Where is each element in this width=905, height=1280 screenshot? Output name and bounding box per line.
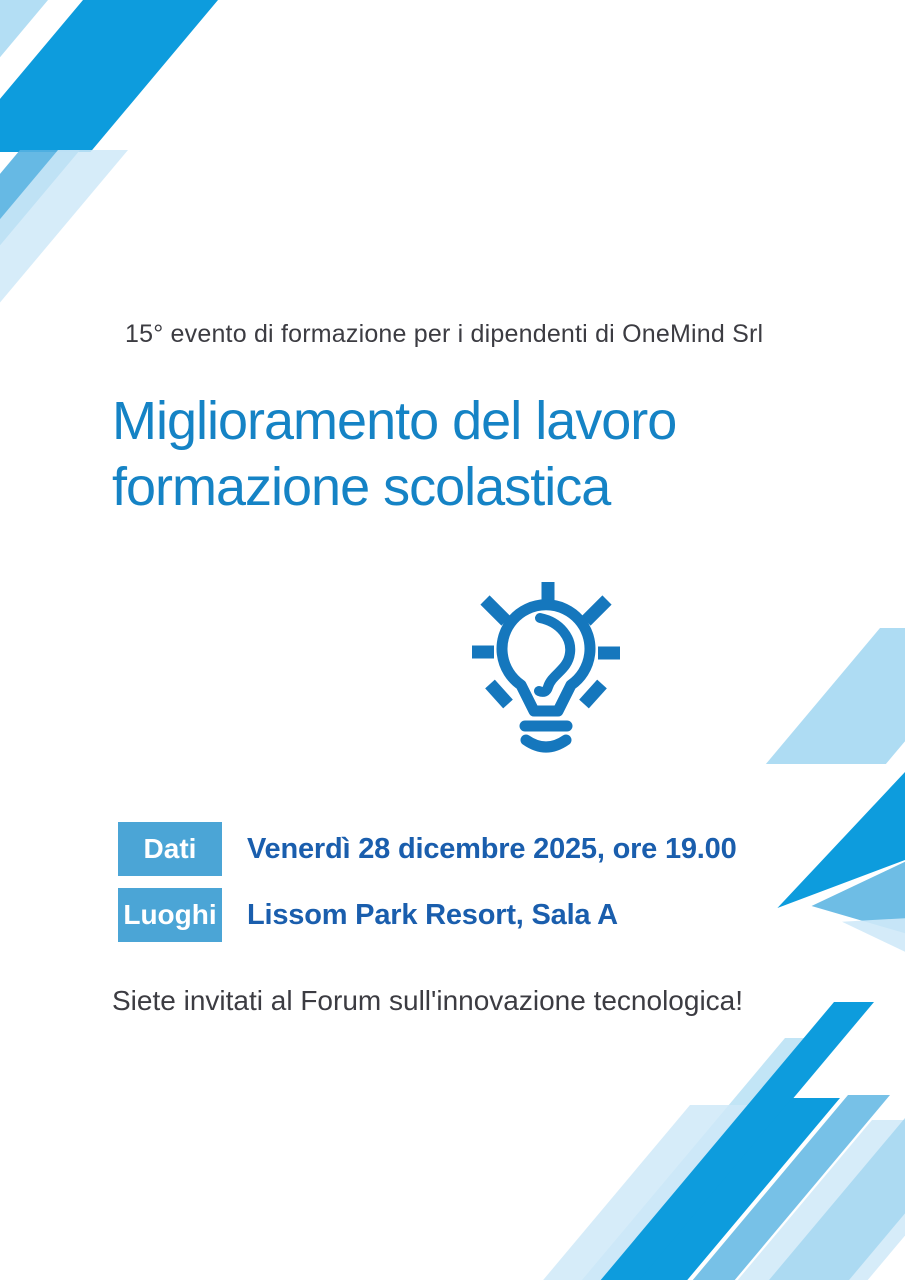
decor-stripe-top-left-bold [0, 0, 218, 152]
lightbulb-contact [526, 740, 566, 747]
event-title-line-1: Miglioramento del lavoro [112, 391, 677, 451]
location-badge: Luoghi [118, 888, 222, 942]
lightbulb-filament [539, 618, 570, 692]
detail-row-location [118, 888, 618, 942]
event-title [112, 388, 676, 520]
decor-stripe-right-light [766, 628, 905, 764]
lightbulb-icon [468, 580, 622, 760]
event-title-line-2: formazione scolastica [112, 457, 611, 517]
eyebrow-text: 15° evento di formazione per i dipendenti di OneMind Srl [125, 320, 764, 348]
lightbulb-ray-lower-left [490, 684, 508, 704]
lightbulb-ray-upper-right [586, 600, 607, 621]
invitation-text: Siete invitati al Forum sull'innovazione tecnologica! [112, 985, 744, 1016]
date-value: Venerdì 28 dicembre 2025, ore 19.00 [247, 832, 737, 865]
lightbulb-ray-upper-left [485, 600, 506, 621]
date-badge: Dati [118, 822, 222, 876]
detail-row-date [118, 822, 737, 876]
lightbulb-ray-lower-right [584, 684, 602, 704]
location-value: Lissom Park Resort, Sala A [247, 898, 618, 931]
